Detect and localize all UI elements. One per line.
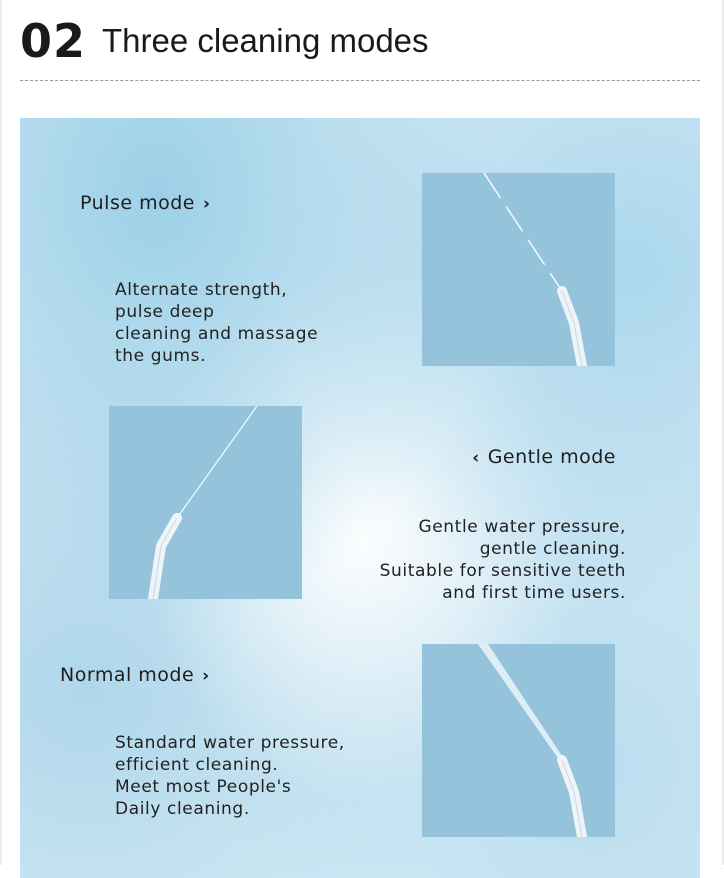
dashed-divider bbox=[20, 80, 700, 81]
desc-line: Standard water pressure, bbox=[115, 733, 345, 753]
mode-name: Pulse mode bbox=[80, 192, 195, 214]
mode-name: Normal mode bbox=[60, 664, 195, 686]
desc-line: Gentle water pressure, bbox=[418, 517, 626, 537]
pulse-mode-heading bbox=[80, 192, 218, 214]
chevron-left-icon: ‹ bbox=[472, 448, 480, 468]
desc-line: Alternate strength, bbox=[115, 280, 288, 300]
desc-line: cleaning and massage bbox=[115, 324, 319, 344]
section-number: 02 bbox=[20, 14, 87, 68]
section-title: Three cleaning modes bbox=[102, 22, 429, 59]
pulse-mode-description bbox=[115, 279, 318, 367]
desc-line: efficient cleaning. bbox=[115, 755, 279, 775]
normal-mode-description bbox=[115, 732, 345, 820]
desc-line: Daily cleaning. bbox=[115, 799, 250, 819]
desc-line: Suitable for sensitive teeth bbox=[379, 561, 626, 581]
gentle-mode-description bbox=[380, 516, 626, 604]
chevron-right-icon: › bbox=[202, 666, 210, 686]
normal-mode-heading bbox=[60, 664, 218, 686]
chevron-right-icon: › bbox=[202, 194, 211, 214]
desc-line: gentle cleaning. bbox=[479, 539, 626, 559]
desc-line: Meet most People's bbox=[115, 777, 292, 797]
desc-line: and first time users. bbox=[442, 583, 626, 603]
desc-line: the gums. bbox=[115, 346, 207, 366]
gentle-mode-image bbox=[109, 406, 302, 599]
mode-name: Gentle mode bbox=[487, 446, 616, 468]
desc-line: pulse deep bbox=[115, 302, 215, 322]
pulse-mode-image bbox=[422, 173, 615, 366]
normal-mode-image bbox=[422, 644, 615, 837]
gentle-mode-heading bbox=[464, 446, 616, 468]
